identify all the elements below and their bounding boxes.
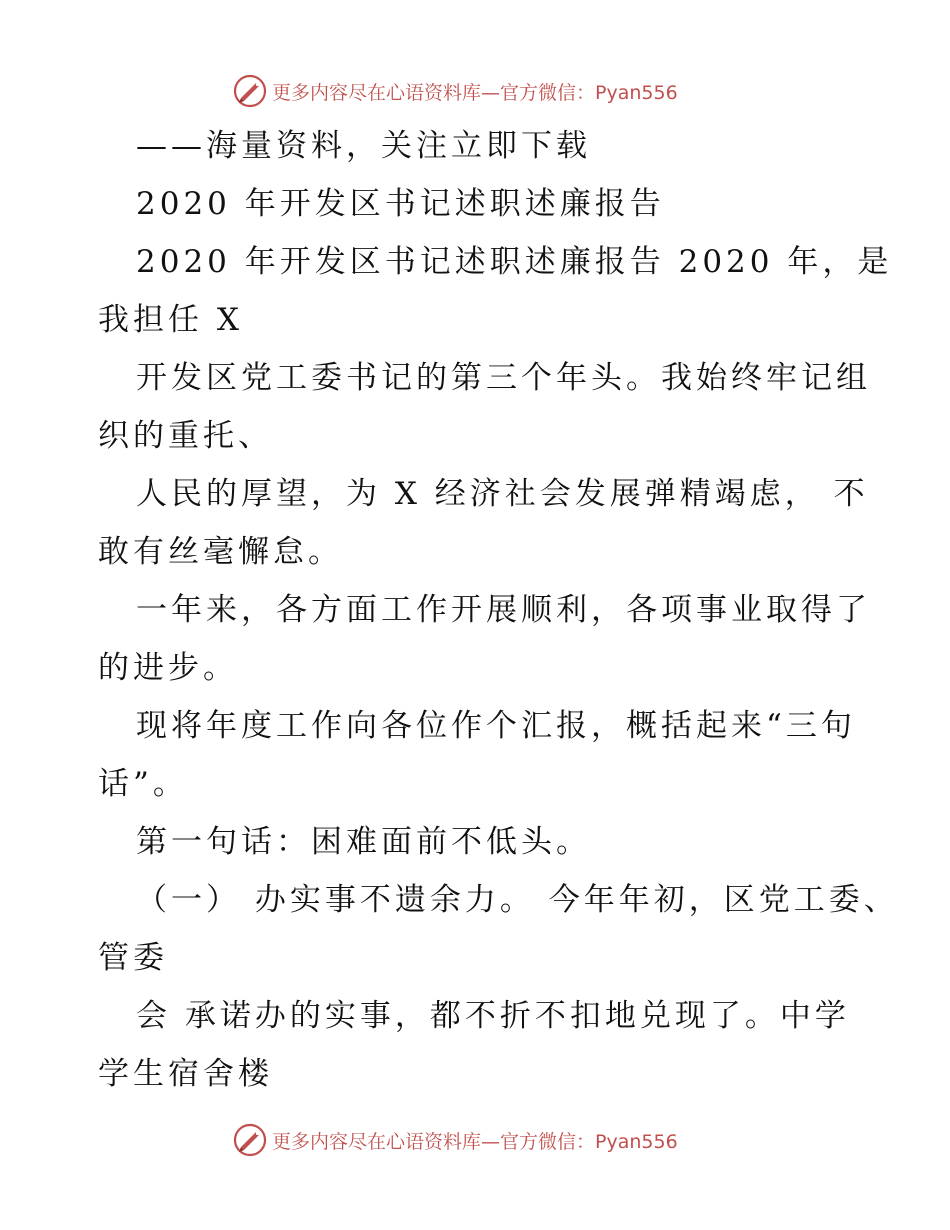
text-line: 一年来，各方面工作开展顺利，各项事业取得了	[136, 592, 871, 628]
footer-banner	[232, 1120, 752, 1160]
text-line: ——海量资料，关注立即下载	[136, 128, 591, 164]
text-line: 话”。	[98, 766, 188, 802]
footer-brand: 更多内容尽在心语资料库	[272, 1130, 482, 1153]
text-line: 织的重托、	[98, 418, 273, 454]
text-line: 会 承诺办的实事，都不折不扣地兑现了。中学	[136, 998, 850, 1034]
document-title: 2020 年开发区书记述职述廉报告	[136, 186, 665, 222]
text-line: 敢有丝毫懈怠。	[98, 534, 343, 570]
footer-banner-text	[272, 1127, 678, 1154]
pen-logo-icon	[232, 73, 268, 109]
footer-separator: —	[481, 1130, 501, 1153]
header-official-label: 官方微信：	[500, 81, 596, 104]
header-brand: 更多内容尽在心语资料库	[272, 81, 482, 104]
text-line: 管委	[98, 940, 168, 976]
footer-wechat-id: Pyan556	[595, 1130, 678, 1153]
header-banner-text	[272, 78, 678, 105]
text-line: 的进步。	[98, 650, 238, 686]
header-banner	[232, 71, 752, 111]
footer-official-label: 官方微信：	[500, 1130, 596, 1153]
text-line: 人民的厚望，为 X 经济社会发展弹精竭虑， 不	[136, 476, 869, 512]
text-line: 学生宿舍楼	[98, 1056, 273, 1092]
text-line: 2020 年开发区书记述职述廉报告 2020 年，是	[136, 244, 893, 280]
text-line: 现将年度工作向各位作个汇报，概括起来“三句	[136, 708, 856, 744]
section-heading: 第一句话：困难面前不低头。	[136, 824, 591, 860]
text-line: 开发区党工委书记的第三个年头。我始终牢记组	[136, 360, 871, 396]
pen-logo-icon	[232, 1122, 268, 1158]
text-line: （一） 办实事不遗余力。 今年年初，区党工委、	[136, 882, 899, 918]
header-wechat-id: Pyan556	[595, 81, 678, 104]
text-line: 我担任 X	[98, 302, 243, 338]
header-separator: —	[481, 81, 501, 104]
